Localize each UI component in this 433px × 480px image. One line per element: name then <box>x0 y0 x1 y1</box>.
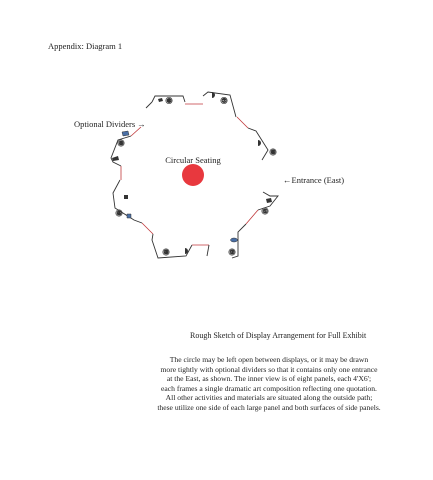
panel-number-4: ④ <box>116 211 122 217</box>
caption-line: each frames a single dramatic art composition reflecting one quotation. <box>161 383 377 393</box>
divider-southeast <box>246 210 258 224</box>
panel-8 <box>248 128 276 160</box>
panel-number-6: ⑥ <box>166 98 172 105</box>
caption-line: these utilize one side of each large panel and both surfaces of side panels. <box>157 402 381 412</box>
panel-4 <box>113 180 142 223</box>
panel-1 <box>258 192 278 215</box>
panel-number-8: ⑧ <box>270 150 276 156</box>
optional-dividers-label: Optional Dividers → <box>74 119 146 129</box>
circular-seating-marker <box>182 164 204 186</box>
panel-number-5: ⑤ <box>118 141 124 147</box>
panel-number-7: ⑦ <box>221 98 227 105</box>
panel-number-2: ② <box>229 250 235 256</box>
circular-seating-label: Circular Seating <box>165 155 221 165</box>
panel-7 <box>203 92 236 117</box>
divider-southwest <box>142 223 153 234</box>
panel-number-1: ① <box>262 209 268 215</box>
caption-body <box>128 355 410 413</box>
caption-line: The circle may be left open between displays, or it may be drawn <box>169 355 369 364</box>
divider-northeast <box>237 117 248 128</box>
page-title: Appendix: Diagram 1 <box>48 41 123 51</box>
entrance-label: ←Entrance (East) <box>283 175 345 185</box>
caption-title: Rough Sketch of Display Arrangement for Full Exhibit <box>190 331 367 340</box>
caption-line: All other activities and materials are situated along the outside path; <box>165 393 373 403</box>
panel-number-3: ③ <box>163 250 169 256</box>
panel-5 <box>111 131 131 166</box>
caption-line: more tightly with optional dividers so that it contains only one entrance <box>160 364 378 374</box>
panel-3 <box>152 234 192 258</box>
caption-line: at the East, as shown. The inner view is of eight panels, each 4'X6'; <box>166 374 372 384</box>
panel-2 <box>207 224 246 258</box>
panel-6 <box>146 96 185 108</box>
